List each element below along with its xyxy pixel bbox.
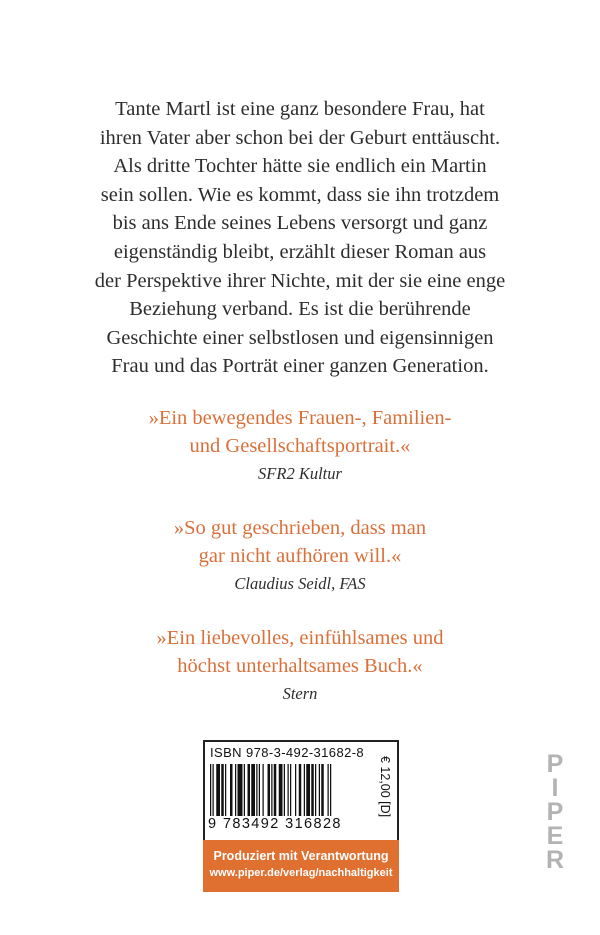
barcode-bar (328, 764, 329, 816)
quote-source: Stern (282, 684, 318, 703)
blurb-line: Tante Martl ist eine ganz besondere Frau, hat (115, 98, 485, 120)
barcode-bar (271, 764, 272, 816)
ean-digits: 9 783492 316828 (208, 816, 342, 832)
blurb-line: Frau und das Porträt einer ganzen Generation. (111, 355, 489, 378)
barcode-bar (311, 764, 314, 816)
barcode-bar (248, 764, 251, 816)
quote-line: »So gut geschrieben, dass man (173, 517, 427, 539)
barcode-bar (213, 764, 214, 816)
barcode-bar (284, 764, 285, 816)
barcode-bar (216, 764, 220, 816)
blurb-text (40, 95, 560, 381)
review-quote (40, 514, 560, 596)
price-label: € 12,00 [D] (378, 756, 392, 818)
barcode-bar (263, 764, 264, 816)
barcode-bar (304, 764, 305, 816)
quote-source: Claudius Seidl, FAS (234, 574, 366, 593)
barcode-bar (315, 764, 316, 816)
barcode-bar (330, 764, 331, 816)
barcode-bar (259, 764, 260, 816)
barcode-bar (290, 764, 291, 816)
barcode-bar (319, 764, 320, 816)
price-tag (376, 756, 394, 818)
blurb-line: Geschichte einer selbstlosen und eigensinnigen (106, 326, 494, 349)
blurb-line: Als dritte Tochter hätte sie endlich ein Martin (113, 155, 487, 178)
barcode-bar (299, 764, 302, 816)
quote-source: SFR2 Kultur (258, 464, 342, 483)
barcode-bar (210, 764, 211, 816)
sustainability-label (203, 840, 399, 892)
blurb-line: bis ans Ende seines Lebens versorgt und ganz (112, 212, 488, 235)
quote-line: und Gesellschaftsportrait.« (189, 435, 411, 457)
review-quote (40, 404, 560, 486)
barcode-bar (295, 764, 296, 816)
barcode-bar (279, 764, 283, 816)
barcode-bar (321, 764, 324, 816)
barcode-bar (274, 764, 277, 816)
barcode-bar (235, 764, 236, 816)
quote-line: »Ein liebevolles, einfühlsames und (156, 627, 444, 649)
barcode-bar (288, 764, 289, 816)
barcode-bar (221, 764, 224, 816)
barcode-bar (225, 764, 226, 816)
isbn-number: ISBN 978-3-492-31682-8 (210, 745, 365, 760)
quote-line: »Ein bewegendes Frauen-, Familien- (148, 407, 452, 429)
logo-letter: P (546, 750, 564, 778)
eco-label-url: www.piper.de/verlag/nachhaltigkeit (209, 867, 393, 879)
barcode-image (210, 764, 370, 816)
barcode-bar (306, 764, 310, 816)
logo-letter: R (545, 846, 565, 874)
logo-letter: E (546, 822, 564, 850)
barcode-bar (268, 764, 271, 816)
blurb-line: ihren Vater aber schon bei der Geburt enttäuscht. (99, 126, 501, 149)
barcode-bar (230, 764, 233, 816)
blurb-line: Beziehung verband. Es ist die berührende (129, 298, 471, 321)
logo-letter: P (546, 798, 564, 826)
quote-line: gar nicht aufhören will.« (198, 545, 402, 567)
barcode-bar (256, 764, 257, 816)
barcode-bar (238, 764, 243, 816)
blurb-line: eigenständig bleibt, erzählt dieser Roman aus (113, 240, 487, 263)
barcode-bar (251, 764, 255, 816)
review-quote (40, 624, 560, 706)
publisher-logo (538, 752, 572, 872)
barcode-bar (244, 764, 245, 816)
eco-label-title: Produziert mit Verantwortung (213, 849, 389, 863)
blurb-line: der Perspektive ihrer Nichte, mit der sie eine enge (94, 269, 506, 292)
logo-letter: I (551, 774, 559, 802)
blurb-line: sein sollen. Wie es kommt, dass sie ihn trotzdem (100, 183, 500, 206)
quote-line: höchst unterhaltsames Buch.« (177, 655, 423, 677)
